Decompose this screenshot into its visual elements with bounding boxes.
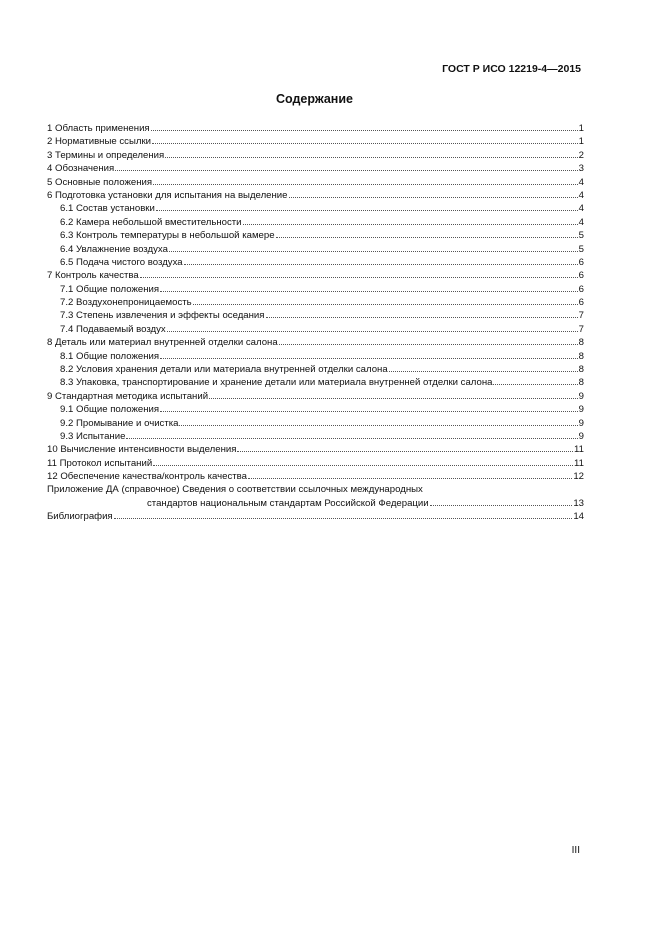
toc-bibliography-page: 14 (573, 511, 584, 523)
toc-entry-page: 9 (578, 417, 584, 429)
toc-entry[interactable] (47, 335, 584, 348)
toc-entry-label: 6 Подготовка установки для испытания на выделение (47, 189, 288, 201)
toc-annex-line-1[interactable]: Приложение ДА (справочное) Сведения о соответствии ссылочных международных (47, 483, 423, 495)
toc-entry-label: 2 Нормативные ссылки (47, 136, 152, 148)
page-title: Содержание (275, 92, 353, 106)
toc-entry[interactable] (47, 402, 584, 415)
toc-entry[interactable] (47, 242, 584, 255)
leader-dots (193, 295, 578, 305)
leader-dots (248, 469, 572, 479)
toc-entry-page: 12 (573, 471, 584, 483)
toc-entry-label: 7.1 Общие положения (60, 283, 160, 295)
toc-entry-label: 6.3 Контроль температуры в небольшой камере (60, 230, 275, 242)
toc-entry[interactable] (47, 134, 584, 147)
toc-entry-label: 11 Протокол испытаний (47, 457, 153, 469)
leader-dots (237, 442, 573, 452)
toc-entry-page: 11 (574, 457, 584, 469)
toc-entry[interactable] (47, 469, 584, 482)
toc-entry-label: 8.3 Упаковка, транспортирование и хранение детали или материала внутренней отделки салона (60, 377, 493, 389)
toc-entry-page: 4 (578, 176, 584, 188)
toc-entry-label: 8 Деталь или материал внутренней отделки салона (47, 337, 278, 349)
toc-annex-page: 13 (573, 497, 584, 509)
toc-entry[interactable] (47, 442, 584, 455)
toc-entry-label: 6.5 Подача чистого воздуха (60, 256, 183, 268)
toc-entry-label: 6.2 Камера небольшой вместительности (60, 216, 242, 228)
leader-dots (115, 161, 577, 171)
toc-entry[interactable] (47, 349, 584, 362)
toc-entry-page: 4 (578, 203, 584, 215)
leader-dots (493, 375, 577, 385)
toc-entry-page: 7 (578, 310, 584, 322)
toc-entry-page: 11 (574, 444, 584, 456)
toc-entry-label: 5 Основные положения (47, 176, 153, 188)
leader-dots (389, 362, 578, 372)
toc-entry-label: 8.2 Условия хранения детали или материала внутренней отделки салона (60, 364, 388, 376)
leader-dots (289, 188, 578, 198)
document-id: ГОСТ Р ИСО 12219-4—2015 (442, 63, 581, 75)
leader-dots (140, 268, 578, 278)
toc-entry[interactable] (47, 255, 584, 268)
toc-entry-page: 6 (578, 283, 584, 295)
toc-entry-page: 6 (578, 256, 584, 268)
toc-entry-page: 8 (578, 350, 584, 362)
toc-entry-page: 4 (578, 189, 584, 201)
toc-entry[interactable] (47, 389, 584, 402)
leader-dots (156, 201, 578, 211)
toc-entry-page: 8 (578, 364, 584, 376)
leader-dots (179, 416, 577, 426)
toc-entry[interactable] (47, 429, 584, 442)
leader-dots (167, 322, 578, 332)
toc-entry[interactable] (47, 228, 584, 241)
leader-dots (114, 509, 573, 519)
toc-entry[interactable] (47, 188, 584, 201)
leader-dots (160, 282, 578, 292)
toc-entry[interactable] (47, 215, 584, 228)
leader-dots (184, 255, 578, 265)
toc-annex-label: стандартов национальным стандартам Российской Федерации (147, 497, 429, 509)
toc-entry[interactable] (47, 322, 584, 335)
toc-annex-line-2[interactable] (47, 496, 584, 509)
toc-entry[interactable] (47, 282, 584, 295)
toc-entry[interactable] (47, 416, 584, 429)
toc-entry-page: 5 (578, 230, 584, 242)
leader-dots (151, 121, 578, 131)
leader-dots (153, 456, 573, 466)
toc-entry-page: 9 (578, 430, 584, 442)
toc-entry-label: 6.1 Состав установки (60, 203, 155, 215)
toc-entry[interactable] (47, 148, 584, 161)
toc-entry-label: 7.2 Воздухонепроницаемость (60, 297, 192, 309)
toc-entry-label: 3 Термины и определения (47, 149, 165, 161)
toc-entry[interactable] (47, 375, 584, 388)
leader-dots (243, 215, 578, 225)
toc-entry-label: 9 Стандартная методика испытаний (47, 390, 209, 402)
leader-dots (430, 496, 573, 506)
toc-entry-label: 4 Обозначения (47, 163, 115, 175)
leader-dots (153, 175, 578, 185)
toc-entry-label: 12 Обеспечение качества/контроль качества (47, 471, 248, 483)
toc-entry[interactable] (47, 268, 584, 281)
toc-entry-page: 2 (578, 149, 584, 161)
leader-dots (209, 389, 578, 399)
toc-entry-label: 6.4 Увлажнение воздуха (60, 243, 168, 255)
toc-entry[interactable] (47, 456, 584, 469)
page-number: III (571, 845, 580, 856)
toc-bibliography[interactable] (47, 509, 584, 522)
toc-entry-page: 5 (578, 243, 584, 255)
toc-entry-page: 8 (578, 377, 584, 389)
toc-entry-page: 7 (578, 323, 584, 335)
toc-entry[interactable] (47, 308, 584, 321)
leader-dots (160, 402, 578, 412)
toc-entry[interactable] (47, 295, 584, 308)
toc-entry-page: 6 (578, 270, 584, 282)
leader-dots (266, 308, 578, 318)
toc-entry-page: 9 (578, 390, 584, 402)
toc-entry-page: 1 (578, 123, 584, 134)
toc-entry-label: 9.2 Промывание и очистка (60, 417, 179, 429)
toc-entry[interactable] (47, 362, 584, 375)
toc-entry[interactable] (47, 175, 584, 188)
toc-entry-label: 1 Область применения (47, 123, 150, 134)
toc-bibliography-label: Библиография (47, 511, 113, 523)
toc-entry-label: 9.3 Испытание (60, 430, 126, 442)
toc-entry-page: 8 (578, 337, 584, 349)
toc-entry-page: 9 (578, 404, 584, 416)
toc-entry[interactable] (47, 201, 584, 214)
leader-dots (279, 335, 578, 345)
toc-entry-label: 10 Вычисление интенсивности выделения (47, 444, 237, 456)
table-of-contents (47, 121, 584, 523)
leader-dots (126, 429, 577, 439)
toc-entry-label: 9.1 Общие положения (60, 404, 160, 416)
toc-entry-label: 7.3 Степень извлечения и эффекты оседания (60, 310, 265, 322)
toc-entry-page: 1 (578, 136, 584, 148)
leader-dots (152, 134, 578, 144)
leader-dots (160, 349, 578, 359)
toc-entry-label: 8.1 Общие положения (60, 350, 160, 362)
toc-entry-page: 3 (578, 163, 584, 175)
toc-entry-label: 7.4 Подаваемый воздух (60, 323, 166, 335)
toc-entry-page: 4 (578, 216, 584, 228)
leader-dots (165, 148, 577, 158)
leader-dots (276, 228, 578, 238)
leader-dots (169, 242, 578, 252)
toc-entry[interactable] (47, 161, 584, 174)
toc-entry-label: 7 Контроль качества (47, 270, 139, 282)
toc-entry[interactable] (47, 121, 584, 134)
toc-entry-page: 6 (578, 297, 584, 309)
